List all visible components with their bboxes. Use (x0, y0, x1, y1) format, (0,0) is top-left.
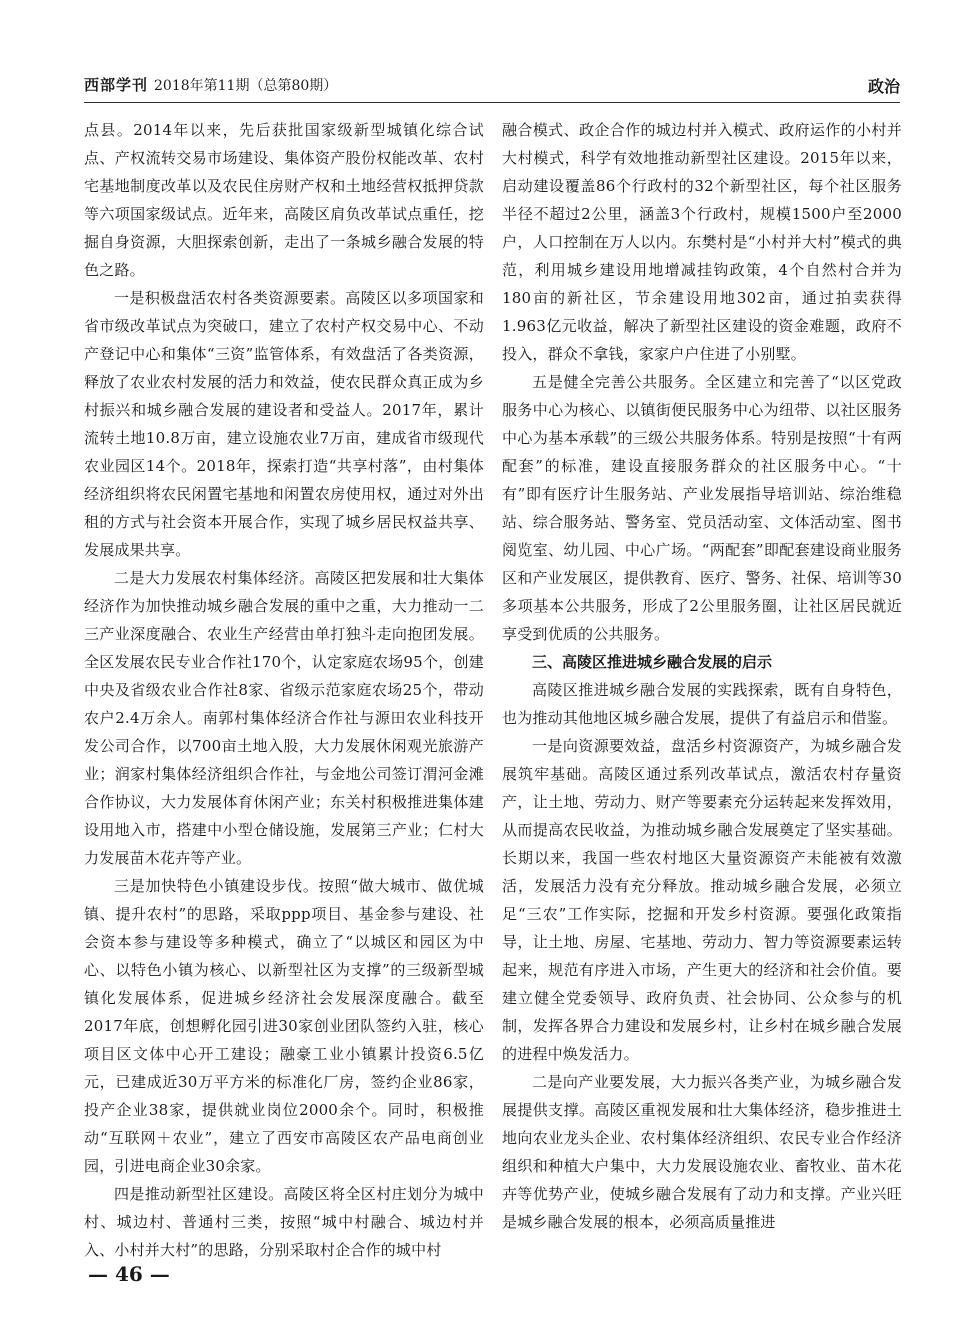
right-column (502, 116, 902, 1236)
paragraph: 一是向资源要效益，盘活乡村资源资产，为城乡融合发展筑牢基础。高陵区通过系列改革试点，激活农村存量资产，让土地、劳动力、财产等要素充分运转起来发挥效用，从而提高农民收益，为推动城乡融合发展奠定了坚实基础。长期以来，我国一些农村地区大量资源资产未能被有效激活，发展活力没有充分释放。推动城乡融合发展，必须立足“三农”工作实际，挖掘和开发乡村资源。要强化政策指导，让土地、房屋、宅基地、劳动力、智力等资源要素运转起来，规范有序进入市场，产生更大的经济和社会价值。要建立健全党委领导、政府负责、社会协同、公众参与的机制，发挥各界合力建设和发展乡村，让乡村在城乡融合发展的进程中焕发活力。 (502, 737, 902, 1063)
page-number: — 46 — (88, 1262, 170, 1286)
paragraph: 点县。2014年以来，先后获批国家级新型城镇化综合试点、产权流转交易市场建设、集体资产股份权能改革、农村宅基地制度改革以及农民住房财产权和土地经营权抵押贷款等六项国家级试点。近年来，高陵区肩负改革试点重任，挖掘自身资源，大胆探索创新，走出了一条城乡融合发展的特色之路。 (84, 121, 484, 279)
page-header (84, 74, 900, 96)
journal-name: 西部学刊 (84, 76, 149, 94)
paragraph: 二是大力发展农村集体经济。高陵区把发展和壮大集体经济作为加快推动城乡融合发展的重中之重，大力推动一二三产业深度融合、农业生产经营由单打独斗走向抱团发展。全区发展农民专业合作社170个，认定家庭农场95个，创建中央及省级农业合作社8家、省级示范家庭农场25个，带动农户2.4万余人。南郭村集体经济合作社与源田农业科技开发公司合作，以700亩土地入股，大力发展休闲观光旅游产业；润家村集体经济组织合作社，与金地公司签订渭河金滩合作协议，大力发展体育休闲产业；东关村积极推进集体建设用地入市，搭建中小型仓储设施，发展第三产业；仁村大力发展苗木花卉等产业。 (84, 569, 484, 867)
paragraph: 二是向产业要发展，大力振兴各类产业，为城乡融合发展提供支撑。高陵区重视发展和壮大集体经济，稳步推进土地向农业龙头企业、农村集体经济组织、农民专业合作经济组织和种植大户集中，大力发展设施农业、畜牧业、苗木花卉等优势产业，使城乡融合发展有了动力和支撑。产业兴旺是城乡融合发展的根本，必须高质量推进 (502, 1073, 902, 1231)
journal-issue: 2018年第11期（总第80期） (154, 78, 338, 94)
section-heading: 三、高陵区推进城乡融合发展的启示 (532, 653, 773, 671)
paragraph: 高陵区推进城乡融合发展的实践探索，既有自身特色，也为推动其他地区城乡融合发展，提供了有益启示和借鉴。 (502, 681, 902, 727)
paragraph: 融合模式、政企合作的城边村并入模式、政府运作的小村并大村模式，科学有效地推动新型社区建设。2015年以来，启动建设覆盖86个行政村的32个新型社区，每个社区服务半径不超过2公里，涵盖3个行政村，规模1500户至2000户，人口控制在万人以内。东樊村是“小村并大村”模式的典范，利用城乡建设用地增减挂钩政策，4个自然村合并为180亩的新社区，节余建设用地302亩，通过拍卖获得1.963亿元收益，解决了新型社区建设的资金难题，政府不投入，群众不拿钱，家家户户住进了小别墅。 (502, 121, 902, 363)
section-name: 政治 (867, 77, 900, 96)
journal-title (84, 74, 337, 95)
header-rule (84, 102, 900, 103)
paragraph: 四是推动新型社区建设。高陵区将全区村庄划分为城中村、城边村、普通村三类，按照“城中村融合、城边村并入、小村并大村”的思路，分别采取村企合作的城中村 (84, 1185, 484, 1259)
paragraph: 五是健全完善公共服务。全区建立和完善了“以区党政服务中心为核心、以镇街便民服务中心为纽带、以社区服务中心为基本承载”的三级公共服务体系。特别是按照“十有两配套”的标准，建设直接服务群众的社区服务中心。“十有”即有医疗计生服务站、产业发展指导培训站、综治维稳站、综合服务站、警务室、党员活动室、文体活动室、图书阅览室、幼儿园、中心广场。“两配套”即配套建设商业服务区和产业发展区，提供教育、医疗、警务、社保、培训等30多项基本公共服务，形成了2公里服务圈，让社区居民就近享受到优质的公共服务。 (502, 373, 902, 643)
paragraph: 一是积极盘活农村各类资源要素。高陵区以多项国家和省市级改革试点为突破口，建立了农村产权交易中心、不动产登记中心和集体“三资”监管体系，有效盘活了各类资源，释放了农业农村发展的活力和效益，使农民群众真正成为乡村振兴和城乡融合发展的建设者和受益人。2017年，累计流转土地10.8万亩，建立设施农业7万亩，建成省市级现代农业园区14个。2018年，探索打造“共享村落”，由村集体经济组织将农民闲置宅基地和闲置农房使用权，通过对外出租的方式与社会资本开展合作，实现了城乡居民权益共享、发展成果共享。 (84, 289, 484, 559)
paragraph: 三是加快特色小镇建设步伐。按照“做大城市、做优城镇、提升农村”的思路，采取ppp项目、基金参与建设、社会资本参与建设等多种模式，确立了“以城区和园区为中心、以特色小镇为核心、以新型社区为支撑”的三级新型城镇化发展体系，促进城乡经济社会发展深度融合。截至2017年底，创想孵化园引进30家创业团队签约入驻，核心项目区文体中心开工建设；融豪工业小镇累计投资6.5亿元，已建成近30万平方米的标准化厂房，签约企业86家，投产企业38家，提供就业岗位2000余个。同时，积极推动“互联网＋农业”，建立了西安市高陵区农产品电商创业园，引进电商企业30余家。 (84, 877, 484, 1175)
left-column (84, 116, 484, 1264)
